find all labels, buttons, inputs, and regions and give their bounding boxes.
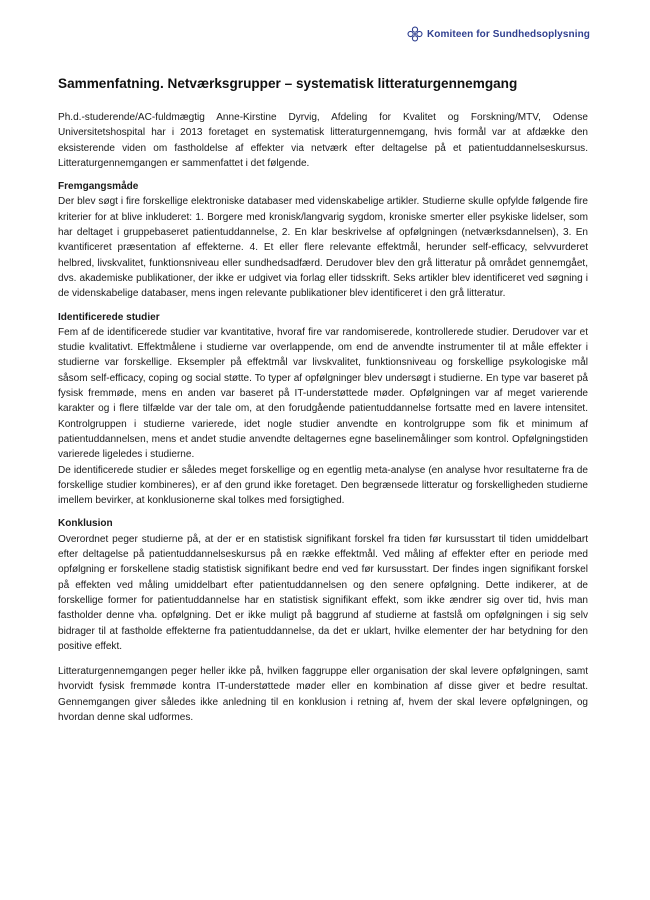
section-heading-konklusion: Konklusion [58, 518, 113, 530]
section-heading-fremgangsmaade: Fremgangsmåde [58, 181, 139, 193]
network-flower-icon [407, 26, 423, 42]
section-text-konklusion-2: Litteraturgennemgangen peger heller ikke på, hvilken faggruppe eller organisation der skal levere opfølgningen, samt hvorvidt fysisk fremmøde kontra IT-understøttede møder eller en kombination af disse giver et bedre resultat. Gennemgangen giver således ikke anledning til en konklusion i retning af, hvem der skal levere opfølgningen, og hvordan denne skal udformes. [58, 666, 588, 723]
section-heading-identificerede-studier: Identificerede studier [58, 311, 160, 323]
section-konklusion [58, 516, 588, 725]
logo-text: Komiteen for Sundhedsoplysning [426, 28, 590, 40]
section-text-identificerede-2: De identificerede studier er således meget forskellige og en egentlig meta-analyse (en analyse hvor resultaterne fra de forskellige studier kombineres), er af den grund ikke foretaget. Den begrænsede litteratur og forskelligheden studierne imellem bevirker, at konklusionerne skal tolkes med forsigtighed. [58, 464, 588, 507]
intro-paragraph: Ph.d.-studerende/AC-fuldmægtig Anne-Kirstine Dyrvig, Afdeling for Kvalitet og Forskning/MTV, Odense Universitetshospital har i 2013 foretaget en systematisk litteraturgennemgang, hvis formål var at afdække den eksisterende viden om fastholdelse af effekter via netværk efter deltagelse på et patientuddannelseskursus. Litteraturgennemgangen er sammenfattet i det følgende. [58, 112, 588, 169]
document-title: Sammenfatning. Netværksgrupper – systematisk litteraturgennemgang [58, 76, 518, 91]
section-identificerede-studier [58, 310, 588, 509]
document-body [58, 110, 588, 733]
section-text-fremgangsmaade: Der blev søgt i fire forskellige elektroniske databaser med videnskabelige artikler. Studierne skulle opfylde følgende fire kriterier for at blive inkluderet: 1. Borgere med kronisk/langvarig sygdom, kroniske smerter eller psykiske lidelser, som har deltaget i gruppebaseret patientuddannelse, 2. En klar beskrivelse af opfølgningen (netværksdannelsen), 3. En kvantificeret præsentation af effekterne. 4. Et eller flere relevante effektmål, herunder self-efficacy, selvvurderet helbred, livskvalitet, funktionsniveau eller sundhedsadfærd. Derudover blev den grå litteratur på området gennemgået, dvs. akademiske publikationer, der ikke er udgivet via forlag eller tidsskrift. Seks artikler blev identificeret ved søgning i de videnskabelige databaser, mens ingen relevante publikationer blev identificeret i den grå litteratur. [58, 196, 588, 300]
section-text-identificerede-1: Fem af de identificerede studier var kvantitative, hvoraf fire var randomiserede, kontrollerede studier. Derudover var et studie kvalitativt. Effektmålene i studierne var overlappende, om end de anvendte instrumenter til at måle effekter i studierne var forskellige. Eksempler på effektmål var livskvalitet, funktionsniveau og forskellige psykologiske mål såsom self-efficacy, coping og social støtte. To typer af opfølgninger blev undersøgt i studierne. En type var baseret på fysisk fremmøde, mens en anden var baseret på IT-understøttede møder. Opfølgningen var af meget varierende karakter og i flere tilfælde var der tale om, at den forudgående patientuddannelse fortsatte med en lavere intensitet. Kontrolgruppen i studierne varierede, idet nogle studier anvendte en kontrolgruppe som fik et minimum af patientuddannelsen, mens et andet studie anvendte deltagernes egne baselinemålinger som kontrol. Opfølgningstiden varierede ligeledes i studierne. [58, 326, 588, 461]
section-text-konklusion-1: Overordnet peger studierne på, at der er en statistisk signifikant forskel fra tiden før kursusstart til tiden umiddelbart efter deltagelse på patientuddannelseskursus på en række effektmål. Ved måling af effekter efter en periode med opfølgning er forskellene stadig statistisk signifikant bedre end ved før kursusstart. Der findes ingen signifikant forskel på effekten ved måling umiddelbart efter patientuddannelsen og den senere opfølgning. Dette indikerer, at de forskellige former for patientuddannelse har en statistisk signifikant effekt, som ikke ændrer sig over tid, hvis man fastholder denne vha. opfølgning. Det er ikke muligt på baggrund af studierne at fastslå om opfølgningen i sig selv bidrager til at fastholde effekterne fra patientuddannelse, da det er uklart, hvilke elementer der har betydning for den positive effekt. [58, 533, 588, 652]
organization-logo [407, 26, 590, 42]
section-fremgangsmaade [58, 179, 588, 301]
